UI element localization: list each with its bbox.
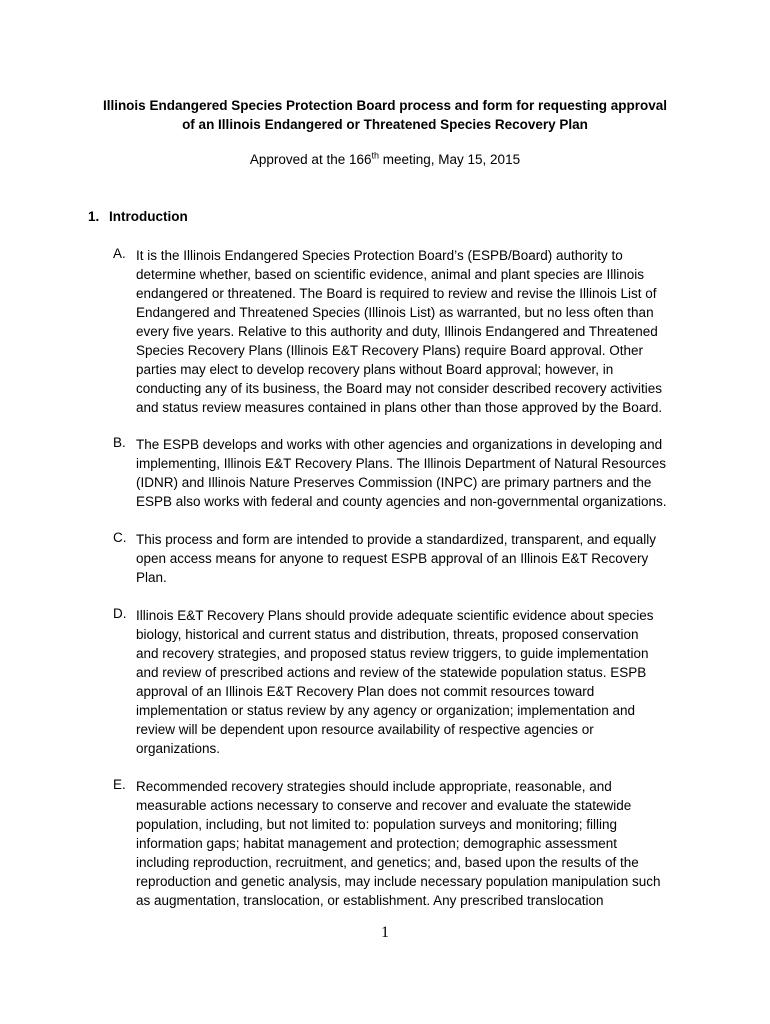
approval-date-line (0, 150, 770, 170)
paragraph-line: implementing, Illinois E&T Recovery Plans. The Illinois Department of Natural Resources (136, 456, 666, 471)
paragraph-line: open access means for anyone to request ESPB approval of an Illinois E&T Recovery (136, 551, 649, 566)
paragraph-line: Species Recovery Plans (Illinois E&T Recovery Plans) require Board approval. Other (136, 343, 643, 358)
paragraph-line: and review of prescribed actions and review of the statewide population status. ESPB (136, 665, 647, 680)
paragraph-line: every five years. Relative to this authority and duty, Illinois Endangered and Threatened (136, 324, 658, 339)
paragraph-line: and recovery strategies, and proposed status review triggers, to guide implementation (136, 646, 649, 661)
paragraph-line: Illinois E&T Recovery Plans should provide adequate scientific evidence about species (136, 608, 654, 623)
paragraph-letter: D. (113, 606, 127, 621)
paragraph-letter: B. (113, 435, 126, 450)
paragraph-line: reproduction and genetic analysis, may include necessary population manipulation such (136, 874, 661, 889)
paragraph-letter: A. (113, 246, 126, 261)
paragraph-line: information gaps; habitat management and protection; demographic assessment (136, 836, 618, 851)
paragraph-line: determine whether, based on scientific evidence, animal and plant species are Illinois (136, 267, 645, 282)
section-heading (88, 207, 188, 227)
paragraph-body (136, 246, 693, 417)
paragraph-line: measurable actions necessary to conserve and recover and evaluate the statewide (136, 798, 632, 813)
paragraph-line: The ESPB develops and works with other agencies and organizations in developing and (136, 437, 663, 452)
paragraph-line: (IDNR) and Illinois Nature Preserves Commission (INPC) are primary partners and the (136, 475, 652, 490)
paragraph-body (136, 777, 693, 910)
paragraph-line: implementation or status review by any agency or organization; implementation and (136, 703, 636, 718)
page-number: 1 (381, 924, 389, 941)
paragraph-c (113, 530, 693, 587)
paragraph-a (113, 246, 693, 417)
paragraph-body (136, 435, 693, 511)
paragraph-line: This process and form are intended to provide a standardized, transparent, and equally (136, 532, 657, 547)
paragraph-line: population, including, but not limited to: population surveys and monitoring; filling (136, 817, 618, 832)
paragraph-d (113, 606, 693, 758)
section-number: 1. (88, 209, 100, 224)
paragraph-line: endangered or threatened. The Board is required to review and revise the Illinois List of (136, 286, 657, 301)
paragraph-line: parties may elect to develop recovery plans without Board approval; however, in (136, 362, 614, 377)
paragraph-line: including reproduction, recruitment, and genetics; and, based upon the results of the (136, 855, 639, 870)
title-line: of an Illinois Endangered or Threatened Species Recovery Plan (182, 117, 588, 132)
title-line: Illinois Endangered Species Protection Board process and form for requesting approval (102, 98, 668, 113)
paragraph-body (136, 530, 693, 587)
paragraph-b (113, 435, 693, 511)
paragraph-line: review will be dependent upon resource availability of respective agencies or (136, 722, 594, 737)
paragraph-line: conducting any of its business, the Board may not consider described recovery activities (136, 381, 663, 396)
paragraph-line: approval of an Illinois E&T Recovery Plan does not commit resources toward (136, 684, 595, 699)
paragraph-letter: E. (113, 777, 126, 792)
paragraph-e (113, 777, 693, 910)
paragraph-line: organizations. (136, 741, 221, 756)
paragraph-letter: C. (113, 530, 127, 545)
paragraph-line: It is the Illinois Endangered Species Protection Board’s (ESPB/Board) authority to (136, 248, 623, 263)
paragraph-line: Endangered and Threatened Species (Illinois List) as warranted, but no less often than (136, 305, 654, 320)
document-title (0, 96, 770, 134)
approval-prefix: Approved at the 166 (249, 152, 372, 167)
paragraph-line: and status review measures contained in plans other than those approved by the Board. (136, 400, 663, 415)
approval-ordinal-suffix: th (371, 150, 379, 161)
paragraph-line: as augmentation, translocation, or establishment. Any prescribed translocation (136, 893, 604, 908)
paragraph-line: Recommended recovery strategies should include appropriate, reasonable, and (136, 779, 612, 794)
approval-suffix: meeting, May 15, 2015 (379, 152, 521, 167)
paragraph-line: Plan. (136, 570, 167, 585)
paragraph-line: biology, historical and current status and distribution, threats, proposed conservation (136, 627, 639, 642)
paragraph-body (136, 606, 693, 758)
paragraph-line: ESPB also works with federal and county agencies and non-governmental organizations. (136, 494, 667, 509)
section-title: Introduction (109, 209, 188, 224)
